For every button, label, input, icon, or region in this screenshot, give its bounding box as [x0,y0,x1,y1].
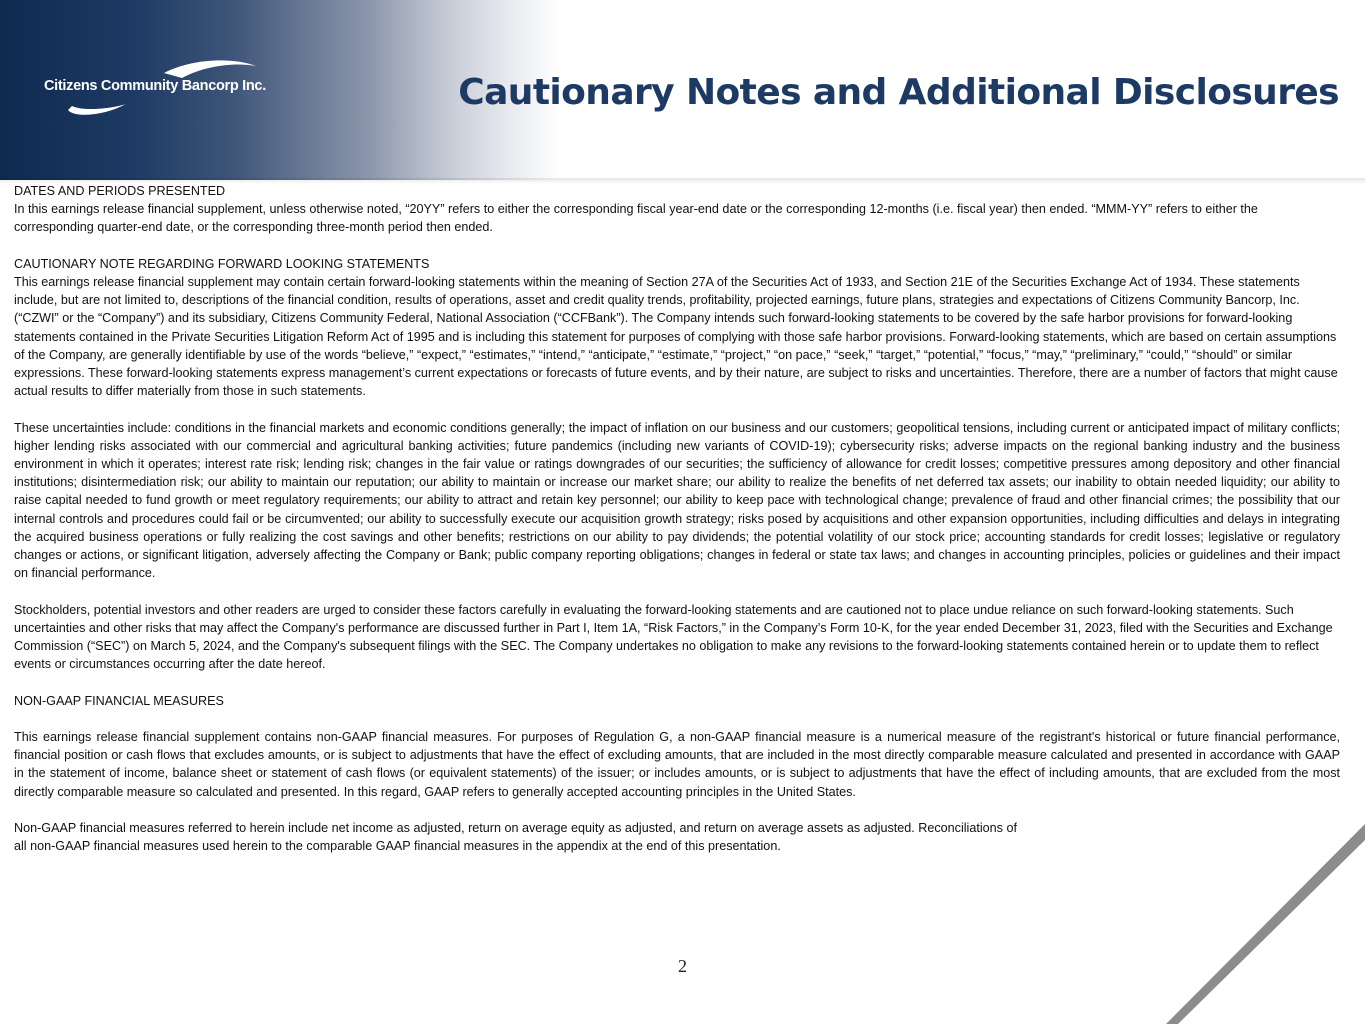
company-logo [44,58,274,122]
non-gaap-heading: NON-GAAP FINANCIAL MEASURES [14,693,224,708]
forward-looking-heading: CAUTIONARY NOTE REGARDING FORWARD LOOKING STATEMENTS [14,256,430,271]
spacer [14,400,1340,418]
non-gaap-referred-line-2: all non-GAAP financial measures used herein to the comparable GAAP financial measures in the appendix at the end of this presentation. [14,839,781,854]
spacer [14,801,1340,819]
spacer [14,673,1340,691]
dates-body: In this earnings release financial supplement, unless otherwise noted, “20YY” refers to either the corresponding fiscal year-end date or the corresponding 12-months (i.e. fiscal year) then ended. “MMM-YY” refers to either the corresponding quarter-end date, or the corresponding three-month period then ended. [14,202,1258,235]
forward-looking-body: This earnings release financial supplement may contain certain forward-looking statements within the meaning of Section 27A of the Securities Act of 1933, and Section 21E of the Securities Exchange Act of 1934. These statements include, but are not limited to, descriptions of the financial condition, results of operations, asset and credit quality trends, profitability, projected earnings, future plans, strategies and expectations of Citizens Community Bancorp, Inc. (“CZWI” or the “Company”) and its subsidiary, Citizens Community Federal, National Association (“CCFBank”). The Company intends such forward-looking statements to be covered by the safe harbor provisions for forward-looking statements contained in the Private Securities Litigation Reform Act of 1995 and is including this statement for purposes of complying with those safe harbor provisions. Forward-looking statements, which are based on certain assumptions of the Company, are generally identifiable by use of the words “believe,” “expect,” “estimates,” “intend,” “anticipate,” “estimate,” “project,” “on pace,” “seek,” “target,” “potential,” “focus,” “may,” “preliminary,” “could,” “should” or similar expressions. These forward-looking statements express management’s current expectations or forecasts of future events, and by their nature, are subject to risks and uncertainties. Therefore, there are a number of factors that might cause actual results to differ materially from those in such statements. [14,275,1338,399]
logo-text: Citizens Community Bancorp Inc. [44,78,266,94]
non-gaap-body: This earnings release financial supplement contains non-GAAP financial measures. For purposes of Regulation G, a non-GAAP financial measure is a numerical measure of the registrant's historical or future financial performance, financial position or cash flows that excludes amounts, or is subject to adjustments that have the effect of excluding amounts, that are included in the most directly comparable measure calculated and presented in accordance with GAAP in the statement of income, balance sheet or statement of cash flows (or equivalent statements) of the issuer; or includes amounts, or is subject to adjustments that have the effect of including amounts, that are excluded from the most directly comparable measure so calculated and presented. In this regard, GAAP refers to generally accepted accounting principles in the United States. [14,730,1340,799]
stockholders-paragraph: Stockholders, potential investors and other readers are urged to consider these factors carefully in evaluating the forward-looking statements and are cautioned not to place undue reliance on such forward-looking statements. Such uncertainties and other risks that may affect the Company's performance are discussed further in Part I, Item 1A, “Risk Factors,” in the Company’s Form 10-K, for the year ended December 31, 2023, filed with the Securities and Exchange Commission (“SEC”) on March 5, 2024, and the Company's subsequent filings with the SEC. The Company undertakes no obligation to make any revisions to the forward-looking statements contained herein or to update them to reflect events or circumstances occurring after the date hereof. [14,602,1333,672]
spacer [14,582,1340,600]
spacer [14,710,1340,728]
spacer [14,237,1340,255]
dates-heading: DATES AND PERIODS PRESENTED [14,184,226,198]
disclosure-content [14,182,1340,855]
page-number: 2 [678,956,687,976]
page-title: Cautionary Notes and Additional Disclosures [458,72,1339,113]
uncertainties-paragraph: These uncertainties include: conditions in the financial markets and economic conditions generally; the impact of inflation on our business and our customers; geopolitical tensions, including current or anticipated impact of military conflicts; higher lending risks associated with our commercial and agricultural banking activities; future pandemics (including new variants of COVID-19); cybersecurity risks; adverse impacts on the regional banking industry and the business environment in which it operates; interest rate risk; lending risk; changes in the fair value or ratings downgrades of our securities; the sufficiency of allowance for credit losses; competitive pressures among depository and other financial institutions; disintermediation risk; our ability to maintain our reputation; our ability to maintain or increase our market share; our ability to realize the benefits of net deferred tax assets; our inability to obtain needed liquidity; our ability to raise capital needed to fund growth or meet regulatory requirements; our ability to attract and retain key personnel; our ability to keep pace with technological change; prevalence of fraud and other financial crimes; the possibility that our internal controls and procedures could fail or be circumvented; our ability to successfully execute our acquisition growth strategy; risks posed by acquisitions and other expansion opportunities, including difficulties and delays in integrating the acquired business operations or fully realizing the cost savings and other benefits; restrictions on our ability to pay dividends; the potential volatility of our stock price; accounting standards for credit losses; legislative or regulatory changes or actions, or significant litigation, adversely affecting the Company or Bank; public company reporting obligations; changes in federal or state tax laws; and changes in accounting principles, policies or guidelines and their impact on financial performance. [14,420,1340,581]
corner-stripe-decoration [1160,824,1365,1024]
non-gaap-referred-line-1: Non-GAAP financial measures referred to herein include net income as adjusted, return on average equity as adjusted, and return on average assets as adjusted. Reconciliations of [14,821,1017,836]
